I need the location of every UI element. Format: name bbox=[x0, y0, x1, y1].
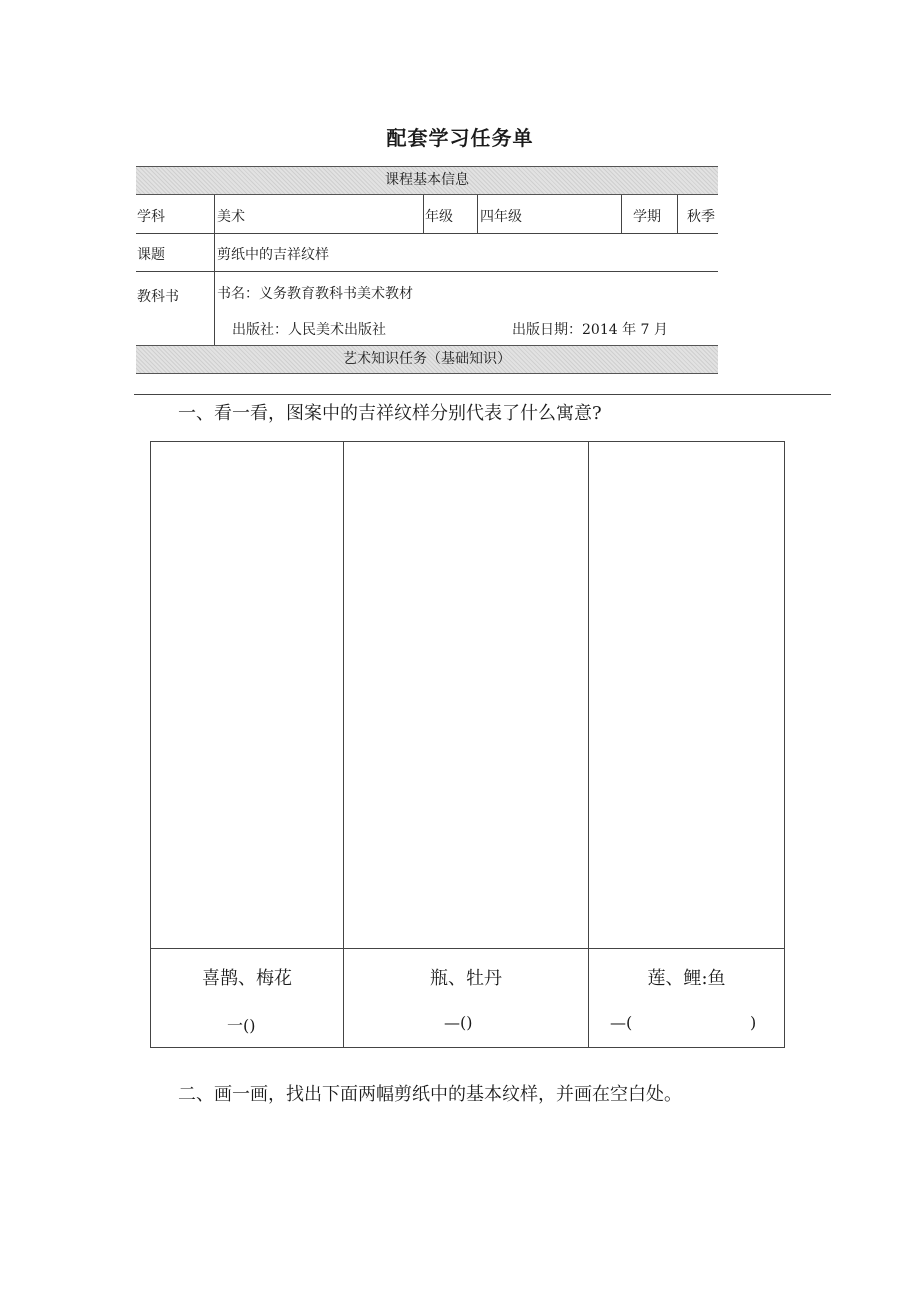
grade-value: 四年级 bbox=[480, 209, 522, 225]
pattern-image-area bbox=[589, 442, 784, 948]
course-info-header: 课程基本信息 bbox=[136, 166, 718, 195]
question-2: 二、画一画，找出下面两幅剪纸中的基本纹样，并画在空白处。 bbox=[178, 1084, 682, 1105]
row-divider bbox=[136, 233, 718, 234]
pattern-label: 瓶、牡丹 bbox=[430, 968, 502, 989]
term-value: 秋季 bbox=[687, 209, 715, 225]
pattern-label: 莲、鲤:鱼 bbox=[647, 968, 726, 989]
answer-blank[interactable]: —() bbox=[444, 1013, 473, 1032]
topic-label: 课题 bbox=[137, 247, 165, 263]
col-divider bbox=[477, 195, 478, 233]
textbook-label: 教科书 bbox=[137, 289, 179, 305]
row-divider bbox=[150, 948, 785, 949]
col-divider bbox=[621, 195, 622, 233]
subject-value: 美术 bbox=[217, 209, 245, 225]
page-title: 配套学习任务单 bbox=[386, 126, 534, 150]
subject-label: 学科 bbox=[137, 209, 165, 225]
term-label: 学期 bbox=[633, 209, 661, 225]
col-divider bbox=[214, 195, 215, 345]
section-divider bbox=[134, 394, 831, 395]
topic-value: 剪纸中的吉祥纹样 bbox=[217, 247, 329, 263]
grade-label: 年级 bbox=[425, 209, 453, 225]
pattern-image-area bbox=[344, 442, 588, 948]
col-divider bbox=[423, 195, 424, 233]
col-divider bbox=[677, 195, 678, 233]
pattern-label: 喜鹊、梅花 bbox=[202, 968, 292, 989]
publish-date: 出版日期：2014 年 7 月 bbox=[512, 322, 668, 338]
publisher: 出版社：人民美术出版社 bbox=[232, 322, 386, 338]
answer-blank-open[interactable]: —( bbox=[610, 1013, 633, 1032]
answer-blank-close: ) bbox=[750, 1013, 757, 1032]
answer-blank[interactable]: 一() bbox=[227, 1016, 256, 1035]
question-1: 一、看一看，图案中的吉祥纹样分别代表了什么寓意? bbox=[178, 403, 602, 424]
row-divider bbox=[136, 271, 718, 272]
pattern-image-area bbox=[151, 442, 343, 948]
task-header: 艺术知识任务（基础知识） bbox=[136, 345, 718, 374]
book-name: 书名：义务教育教科书美术教材 bbox=[217, 286, 413, 302]
